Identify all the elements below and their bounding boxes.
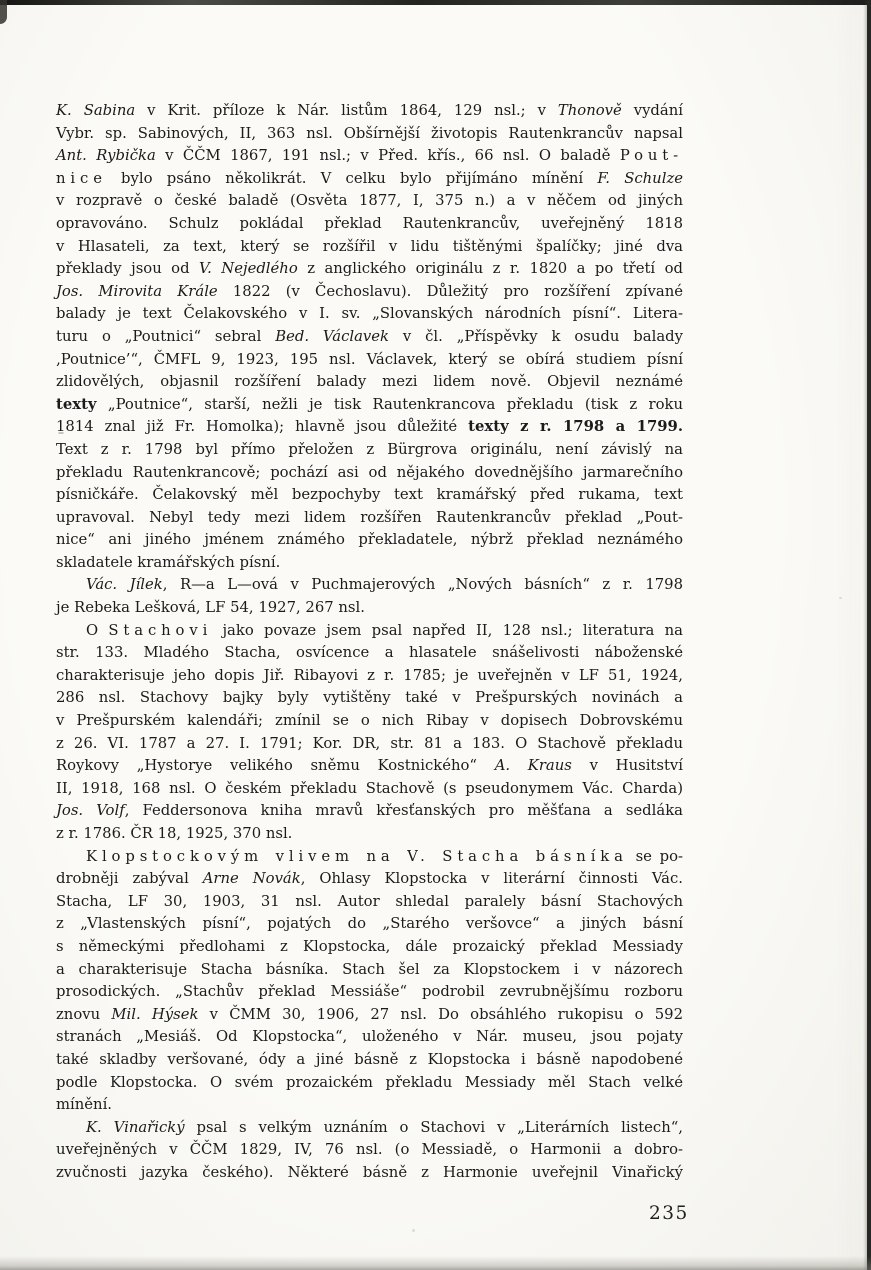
text-segment: psal s velkým uznáním o Stachovi v „Literárních listech“, [184, 1118, 683, 1136]
text-segment: Text z r. 1798 byl přímo přeložen z Bürgrova originálu, není závislý na [56, 440, 683, 458]
text-segment: opravováno. Schulz pokládal překlad Rautenkrancův, uveřejněný 1818 [56, 214, 683, 232]
text-segment: v Husitství [571, 757, 684, 775]
text-line [56, 326, 683, 349]
text-segment: 1822 (v Čechoslavu). Důležitý pro rozšíření zpívané [217, 282, 683, 300]
text-segment: nice [56, 169, 107, 187]
text-line [56, 100, 683, 123]
text-line [56, 733, 683, 756]
text-line [56, 620, 683, 643]
text-line [56, 936, 683, 959]
text-segment: Jos. Mirovita Krále [56, 282, 218, 300]
text-line [56, 1049, 683, 1072]
text-segment: str. 133. Mladého Stacha, osvícence a hlasatele snášelivosti náboženské [56, 644, 683, 662]
text-line [56, 1004, 683, 1027]
text-segment: upravoval. Nebyl tedy mezi lidem rozšířen Rautenkrancův překlad „Pout- [56, 508, 683, 526]
text-line [56, 529, 683, 552]
scan-edge-right [867, 0, 871, 1270]
text-line [56, 710, 683, 733]
text-line [56, 236, 683, 259]
text-line [56, 665, 683, 688]
text-segment: Roykovy „Hystorye velikého sněmu Kostnického“ [56, 757, 495, 775]
text-line [56, 755, 683, 778]
text-line [56, 597, 683, 620]
text-line [56, 1094, 683, 1117]
text-segment: Vybr. sp. Sabinových, II, 363 nsl. Obšírnější životopis Rautenkrancův napsal [56, 124, 683, 142]
text-segment: Klopstockovým vlivem na V. Stacha básníka [86, 847, 628, 865]
text-segment: 286 nsl. Stachovy bajky byly vytištěny také v Prešpurských novinách a [56, 689, 683, 707]
text-line [56, 371, 683, 394]
text-line [56, 462, 683, 485]
text-segment: skladatele kramářských písní. [56, 553, 281, 571]
text-segment: jako povaze jsem psal napřed II, 128 nsl.; literatura na [212, 621, 683, 639]
text-segment: je Rebeka Lešková, LF 54, 1927, 267 nsl. [56, 599, 365, 617]
text-segment: Ant. Rybička [56, 147, 156, 165]
text-line [56, 800, 683, 823]
text-line [56, 258, 683, 281]
text-line [56, 1162, 683, 1185]
text-segment: a charakterisuje Stacha básníka. Stach šel za Klopstockem i v názorech [56, 960, 683, 978]
text-segment: Stachovi [108, 621, 213, 639]
text-line [56, 190, 683, 213]
text-segment: se po- [627, 847, 683, 865]
text-line [56, 213, 683, 236]
text-segment: v čl. „Příspěvky k osudu balady [389, 327, 683, 345]
text-segment: v ČMM 30, 1906, 27 nsl. Do obsáhlého rukopisu o 592 [198, 1005, 684, 1023]
scan-edge-top [0, 0, 871, 5]
text-line [56, 642, 683, 665]
text-segment: , R—a L—ová v Puchmajerových „Nových básních“ z r. 1798 [162, 576, 683, 594]
text-segment: mínění. [56, 1096, 113, 1114]
text-segment: v Hlasateli, za text, který se rozšířil v lidu tištěnými špalíčky; jiné dva [56, 237, 683, 255]
text-segment: texty [56, 395, 97, 413]
text-line [56, 778, 683, 801]
text-line [56, 484, 683, 507]
text-line [56, 913, 683, 936]
text-segment: A. Kraus [494, 757, 572, 775]
text-segment: K. Sabina [56, 102, 136, 119]
text-line [56, 168, 683, 191]
text-line [56, 891, 683, 914]
scan-edge-left-mark [0, 0, 7, 24]
text-segment: balady je text Čelakovského v I. sv. „Slovanských národních písní“. Litera- [56, 305, 683, 323]
text-line [56, 981, 683, 1004]
text-line [56, 846, 683, 869]
text-line [56, 281, 683, 304]
text-segment: z r. 1786. ČR 18, 1925, 370 nsl. [56, 825, 293, 842]
text-segment: v Prešpurském kalendáři; zmínil se o nich Ribay v dopisech Dobrovskému [56, 712, 683, 730]
text-segment: Bed. Václavek [275, 327, 389, 345]
text-line [56, 552, 683, 575]
text-segment: F. Schulze [597, 169, 683, 187]
text-segment: charakterisuje jeho dopis Jiř. Ribayovi z r. 1785; je uveřejněn v LF 51, 1924, [56, 666, 683, 684]
scan-speck [839, 597, 842, 599]
text-line [56, 123, 683, 146]
text-segment: 1814 znal již Fr. Homolka); hlavně jsou důležité [56, 418, 469, 436]
scan-edge-bottom [0, 1256, 871, 1270]
text-line [56, 439, 683, 462]
text-segment: z anglického originálu z r. 1820 a po třetí od [297, 260, 684, 278]
text-segment: také skladby veršované, ódy a jiné básně z Klopstocka i básně napodobené [56, 1050, 683, 1068]
text-segment: V. Nejedlého [199, 260, 298, 278]
text-segment: ‚Poutnice’“, ČMFL 9, 1923, 195 nsl. Václavek, který se obírá studiem písní [56, 350, 683, 368]
text-segment: bylo psáno několikrát. V celku bylo přijímáno mínění [106, 169, 598, 187]
text-line [56, 303, 683, 326]
text-segment: uveřejněných v ČČM 1829, IV, 76 nsl. (o Messiadě, o Harmonii a dobro- [56, 1141, 683, 1159]
text-segment: drobněji zabýval [56, 870, 203, 888]
text-segment: překlady jsou od [56, 260, 200, 278]
text-segment: , Ohlasy Klopstocka v literární činnosti Vác. [300, 870, 683, 888]
text-segment: Mil. Hýsek [111, 1005, 199, 1023]
text-line [56, 823, 683, 846]
text-segment: v rozpravě o české baladě (Osvěta 1877, I, 375 n.) a v něčem od jiných [56, 192, 683, 210]
text-segment: v Krit. příloze k Nár. listům 1864, 129 nsl.; v [135, 102, 558, 119]
text-segment: z 26. VI. 1787 a 27. I. 1791; Kor. DR, str. 81 a 183. O Stachově překladu [56, 734, 683, 752]
text-line [56, 507, 683, 530]
text-segment: texty z r. 1798 a 1799. [468, 418, 684, 436]
text-segment: Vác. Jílek [86, 576, 163, 594]
text-segment: Pout- [619, 147, 683, 165]
text-segment: Arne Novák [202, 870, 301, 888]
body-text [56, 100, 683, 1185]
text-segment: zlidovělých, objasnil rozšíření balady mezi lidem nově. Objevil neznámé [56, 373, 683, 391]
text-line [56, 416, 683, 439]
text-line [56, 959, 683, 982]
text-line [56, 687, 683, 710]
text-line [56, 394, 683, 417]
text-line [56, 1117, 683, 1140]
text-line [56, 1072, 683, 1095]
text-segment: překladu Rautenkrancově; pochází asi od nějakého dovednějšího jarmarečního [56, 463, 683, 481]
text-segment: v ČČM 1867, 191 nsl.; v Před. křís., 66 nsl. O baladě [155, 147, 620, 165]
text-line [56, 349, 683, 372]
text-segment: prosodických. „Stachův překlad Messiáše“ podrobil zevrubnějšímu rozboru [56, 983, 683, 1001]
text-segment: nice“ ani jiného jménem známého překladatele, nýbrž překlad neznámého [56, 531, 683, 549]
text-segment: písničkáře. Čelakovský měl bezpochyby text kramářský před rukama, text [56, 486, 683, 504]
text-line [56, 868, 683, 891]
page-number: 235 [649, 1203, 689, 1224]
text-segment: podle Klopstocka. O svém prozaickém překladu Messiady měl Stach velké [56, 1073, 683, 1091]
text-segment: znovu [56, 1005, 112, 1023]
text-segment: stranách „Mesiáš. Od Klopstocka“, uloženého v Nár. museu, jsou pojaty [56, 1028, 683, 1046]
text-line [56, 1026, 683, 1049]
text-line [56, 1139, 683, 1162]
text-segment: z „Vlastenských písní“, pojatých do „Starého veršovce“ a jiných básní [56, 915, 683, 933]
text-segment: , Feddersonova kniha mravů křesťanských pro měšťana a sedláka [124, 802, 684, 820]
text-segment: Thonově [557, 102, 622, 119]
text-segment: Jos. Volf [56, 802, 125, 820]
scan-speck [412, 1229, 415, 1232]
text-segment: s německými předlohami z Klopstocka, dále prozaický překlad Messiady [56, 937, 683, 955]
text-segment: K. Vinařický [86, 1118, 185, 1136]
text-line [56, 574, 683, 597]
text-segment: turu o „Poutnici“ sebral [56, 327, 276, 345]
text-segment: zvučnosti jazyka českého). Některé básně z Harmonie uveřejnil Vinařický [56, 1163, 683, 1181]
text-segment: II, 1918, 168 nsl. O českém překladu Stachově (s pseudonymem Vác. Charda) [56, 779, 683, 797]
text-segment: „Poutnice“, starší, nežli je tisk Rautenkrancova překladu (tisk z roku [96, 395, 683, 413]
text-segment: vydání [621, 102, 683, 119]
text-segment: O [86, 621, 109, 639]
text-segment: Stacha, LF 30, 1903, 31 nsl. Autor shledal paralely básní Stachových [56, 892, 683, 910]
text-line [56, 145, 683, 168]
